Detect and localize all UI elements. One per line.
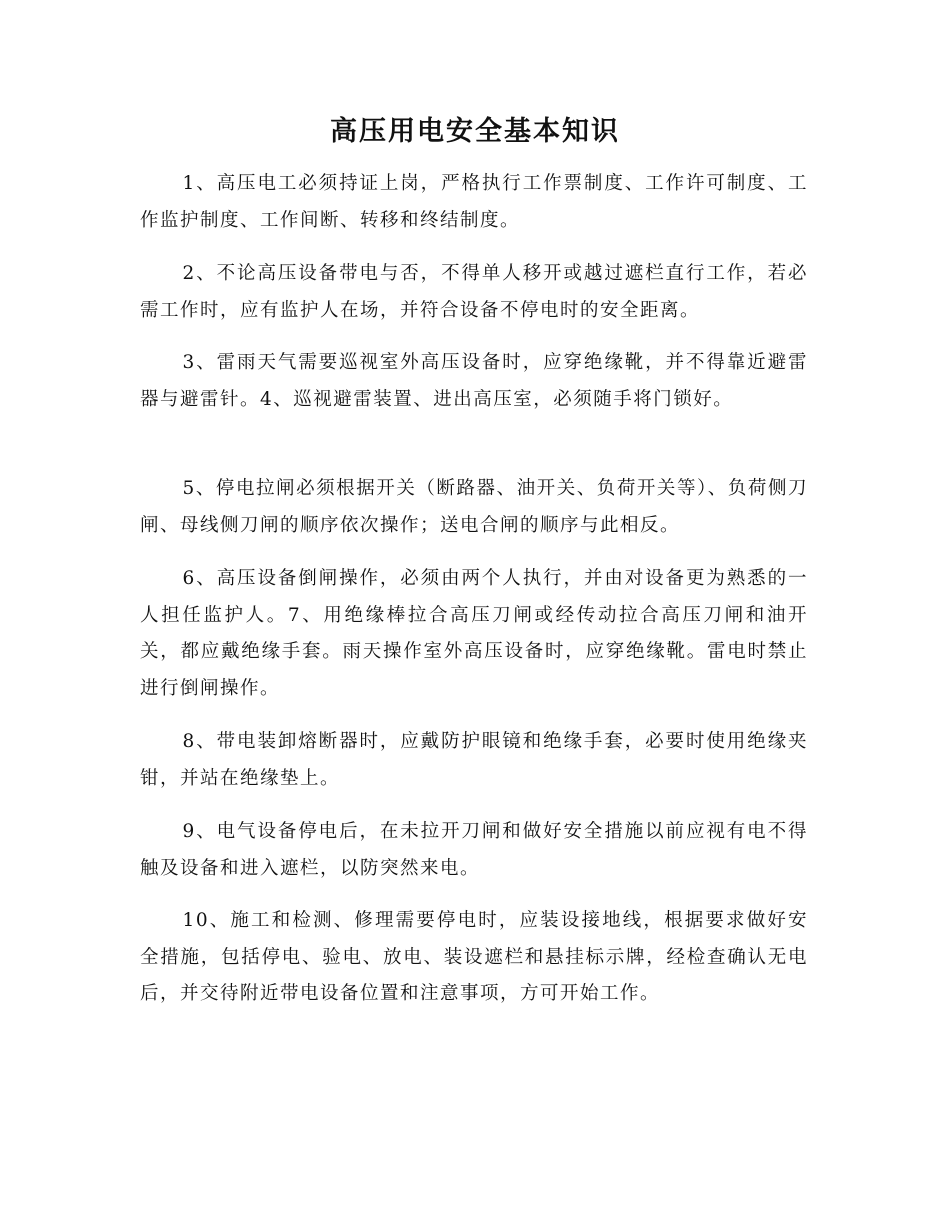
paragraph-5: 6、高压设备倒闸操作，必须由两个人执行，并由对设备更为熟悉的一人担任监护人。7、用绝缘棒拉合高压刀闸或经传动拉合高压刀闸和油开关，都应戴绝缘手套。雨天操作室外高压设备时，应穿绝缘靴。雷电时禁止进行倒闸操作。 [140, 568, 808, 699]
paragraph-8: 10、施工和检测、修理需要停电时，应装设接地线，根据要求做好安全措施，包括停电、验电、放电、装设遮栏和悬挂标示牌，经检查确认无电后，并交待附近带电设备位置和注意事项，方可开始工作。 [140, 910, 808, 1004]
paragraph-3: 3、雷雨天气需要巡视室外高压设备时，应穿绝缘靴，并不得靠近避雷器与避雷针。4、巡视避雷装置、进出高压室，必须随手将门锁好。 [140, 352, 808, 410]
paragraph-2: 2、不论高压设备带电与否，不得单人移开或越过遮栏直行工作，若必需工作时，应有监护人在场，并符合设备不停电时的安全距离。 [140, 263, 808, 321]
paragraph-6: 8、带电装卸熔断器时，应戴防护眼镜和绝缘手套，必要时使用绝缘夹钳，并站在绝缘垫上。 [140, 731, 808, 789]
paragraph-7: 9、电气设备停电后，在未拉开刀闸和做好安全措施以前应视有电不得触及设备和进入遮栏，以防突然来电。 [140, 821, 808, 879]
document-title: 高压用电安全基本知识 [330, 116, 620, 147]
paragraph-1: 1、高压电工必须持证上岗，严格执行工作票制度、工作许可制度、工作监护制度、工作间断、转移和终结制度。 [140, 173, 808, 231]
paragraph-4: 5、停电拉闸必须根据开关（断路器、油开关、负荷开关等）、负荷侧刀闸、母线侧刀闸的顺序依次操作；送电合闸的顺序与此相反。 [140, 478, 808, 536]
